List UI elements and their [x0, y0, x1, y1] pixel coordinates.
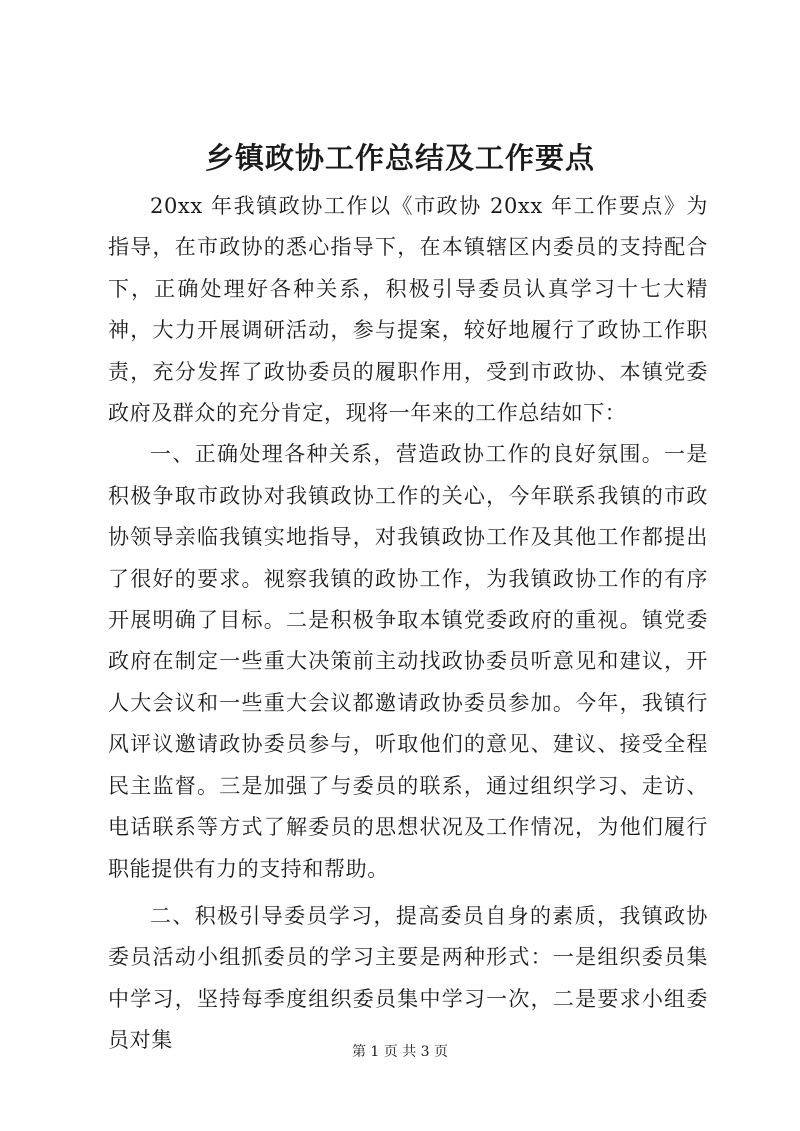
paragraph-intro: 20xx 年我镇政协工作以《市政协 20xx 年工作要点》为指导，在市政协的悉心指导下，在本镇辖区内委员的支持配合下，正确处理好各种关系，积极引导委员认真学习十七大精神，大力开展调研活动，参与提案，较好地履行了政协工作职责，充分发挥了政协委员的履职作用，受到市政协、本镇党委政府及群众的充分肯定，现将一年来的工作总结如下：: [108, 194, 708, 426]
paragraph-section-1: 一、正确处理各种关系，营造政协工作的良好氛围。一是积极争取市政协对我镇政协工作的关心，今年联系我镇的市政协领导亲临我镇实地指导，对我镇政协工作及其他工作都提出了很好的要求。视察我镇的政协工作，为我镇政协工作的有序开展明确了目标。二是积极争取本镇党委政府的重视。镇党委政府在制定一些重大决策前主动找政协委员听意见和建议，开人大会议和一些重大会议都邀请政协委员参加。今年，我镇行风评议邀请政协委员参与，听取他们的意见、建议、接受全程民主监督。三是加强了与委员的联系，通过组织学习、走访、电话联系等方式了解委员的思想状况及工作情况，为他们履行职能提供有力的支持和帮助。: [108, 442, 708, 881]
paragraph-section-2: 二、积极引导委员学习，提高委员自身的素质，我镇政协委员活动小组抓委员的学习主要是两种形式：一是组织委员集中学习，坚持每季度组织委员集中学习一次，二是要求小组委员对集: [108, 903, 708, 1053]
document-title: 乡镇政协工作总结及工作要点: [204, 141, 595, 175]
document-body: [108, 186, 708, 1062]
page-number-footer: 第 1 页 共 3 页: [351, 1044, 449, 1060]
